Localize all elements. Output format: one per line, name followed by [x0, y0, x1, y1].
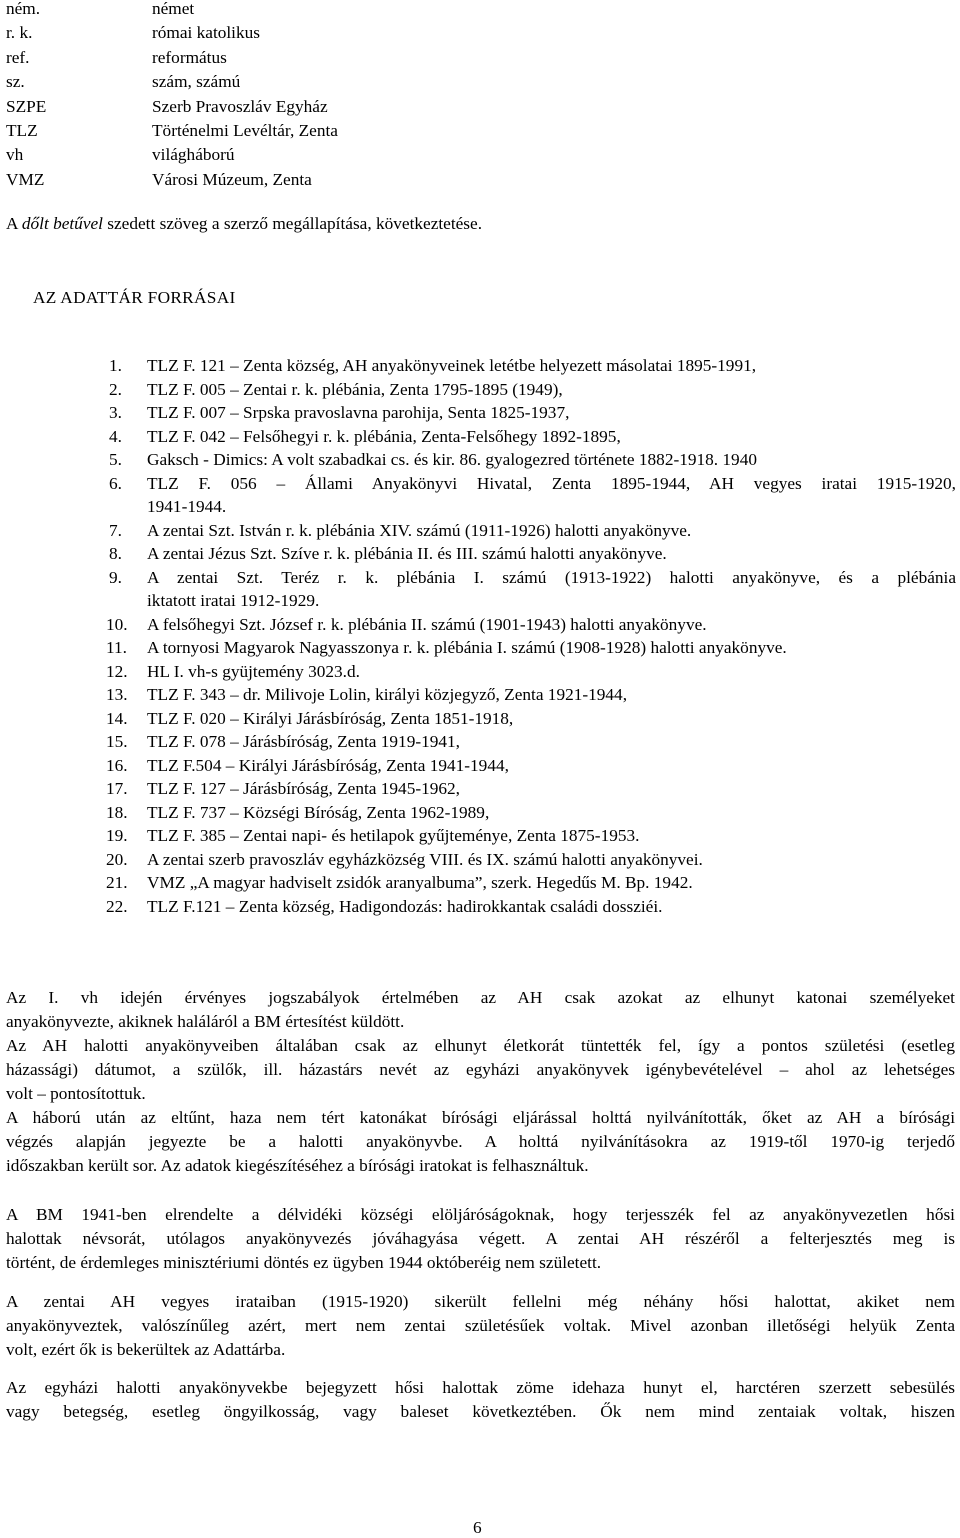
abbreviation-key: VMZ — [6, 169, 45, 189]
abbreviation-value: világháború — [152, 145, 235, 165]
abbreviation-value: szám, számú — [152, 72, 241, 92]
source-text: TLZ F. 385 – Zentai napi- és hetilapok gyűjteménye, Zenta 1875-1953. — [147, 826, 640, 845]
paragraph — [6, 1290, 955, 1362]
source-text: TLZ F. 737 – Községi Bíróság, Zenta 1962-1989, — [147, 802, 490, 822]
source-item — [106, 448, 956, 472]
page-number: 6 — [473, 1518, 482, 1537]
source-number: 1. — [109, 356, 122, 375]
source-item — [106, 519, 956, 543]
abbreviation-row — [6, 70, 606, 94]
source-number: 19. — [106, 826, 128, 845]
source-item — [106, 801, 956, 825]
paragraph-line: Az egyházi halotti anyakönyvekbe bejegyzett hősi halottak zöme idehaza hunyt el, harctéren szerzett sebesülés — [6, 1378, 955, 1397]
source-number: 4. — [109, 426, 122, 446]
source-text: HL I. vh-s gyüjtemény 3023.d. — [147, 661, 360, 681]
abbreviation-row — [6, 143, 606, 167]
abbreviation-value: német — [152, 0, 195, 18]
italic-note — [6, 212, 482, 236]
abbreviation-row — [6, 168, 606, 192]
source-item — [106, 754, 956, 778]
abbreviation-row — [6, 95, 606, 119]
source-number: 6. — [109, 473, 122, 493]
source-number: 8. — [109, 544, 122, 563]
source-item — [106, 660, 956, 684]
source-number: 10. — [106, 614, 128, 634]
source-number: 11. — [106, 638, 127, 657]
source-item — [106, 425, 956, 449]
source-text: TLZ F.504 – Királyi Járásbíróság, Zenta 1941-1944, — [147, 755, 509, 775]
paragraph-line: történt, de érdemleges minisztériumi döntés ez ügyben 1944 októberéig nem született. — [6, 1253, 602, 1272]
source-text: A zentai Szt. István r. k. plébánia XIV. számú (1911-1926) halotti anyakönyve. — [147, 520, 692, 540]
paragraph-line: végzés alapján jegyezte be a halotti anyakönyvbe. A holttá nyilvánításokra az 1919-től 1970-ig terjedő — [6, 1132, 955, 1151]
source-item — [106, 613, 956, 637]
abbreviation-value: római katolikus — [152, 23, 260, 43]
source-text: VMZ „A magyar hadviselt zsidók aranyalbuma”, szerk. Hegedűs M. Bp. 1942. — [147, 873, 693, 892]
source-item — [106, 707, 956, 731]
source-item — [106, 472, 956, 519]
paragraph-line: A zentai AH vegyes irataiban (1915-1920) sikerült fellelni még néhány hősi halottat, akiket nem — [6, 1292, 955, 1311]
source-text: TLZ F. 127 – Járásbíróság, Zenta 1945-1962, — [147, 779, 460, 798]
paragraph-line: házassági) dátumot, a szülők, ill. házastárs nevét az egyházi anyakönyvek igénybevételével – ahol az lehetséges — [6, 1060, 955, 1079]
paragraph — [6, 1376, 955, 1424]
abbreviation-key: vh — [6, 145, 24, 165]
abbreviation-row — [6, 119, 606, 143]
source-item — [106, 824, 956, 848]
source-number: 14. — [106, 708, 128, 728]
paragraph — [6, 986, 955, 1178]
source-item — [106, 683, 956, 707]
source-text: A zentai Jézus Szt. Szíve r. k. plébánia II. és III. számú halotti anyakönyve. — [147, 544, 667, 563]
note-prefix: A — [6, 214, 22, 233]
source-number: 3. — [109, 403, 122, 422]
abbreviation-key: ref. — [6, 47, 30, 67]
abbreviation-value: Szerb Pravoszláv Egyház — [152, 96, 328, 116]
source-text: TLZ F. 056 – Állami Anyakönyvi Hivatal, Zenta 1895-1944, AH vegyes iratai 1915-1920, — [147, 473, 956, 493]
paragraph-line: anyakönyveztek, valószínűleg azért, mert nem zentai születésűek voltak. Mivel azonban illetőségi helyük Zenta — [6, 1316, 955, 1335]
source-text: TLZ F. 121 – Zenta község, AH anyakönyveinek letétbe helyezett másolatai 1895-1991, — [147, 356, 757, 375]
paragraph-line: volt, ezért ők is bekerültek az Adattárba. — [6, 1340, 286, 1359]
source-text: A zentai Szt. Teréz r. k. plébánia I. számú (1913-1922) halotti anyakönyve, és a plébánia — [147, 567, 956, 587]
source-number: 18. — [106, 802, 128, 822]
source-text: TLZ F. 007 – Srpska pravoslavna parohija, Senta 1825-1937, — [147, 403, 570, 422]
source-number: 20. — [106, 849, 128, 869]
paragraph-line: volt – pontosítottuk. — [6, 1084, 146, 1103]
abbreviation-row — [6, 46, 606, 70]
paragraph-line: időszakban került sor. Az adatok kiegészítéséhez a bírósági iratokat is felhasználtuk. — [6, 1156, 589, 1175]
source-item — [106, 848, 956, 872]
abbreviation-key: SZPE — [6, 96, 47, 116]
paragraph-line: anyakönyvezte, akiknek haláláról a BM értesítést küldött. — [6, 1012, 405, 1031]
source-text: TLZ F.121 – Zenta község, Hadigondozás: hadirokkantak családi dossziéi. — [147, 896, 663, 916]
source-number: 17. — [106, 779, 128, 798]
source-item — [106, 895, 956, 919]
note-suffix: szedett szöveg a szerző megállapítása, következtetése. — [102, 214, 483, 233]
source-number: 21. — [106, 873, 128, 892]
source-text-continued: 1941-1944. — [147, 497, 227, 516]
source-number: 9. — [109, 567, 122, 587]
paragraph-line: halottak névsorát, utólagos anyakönyvezés jóváhagyása végett. A zentai AH részéről a felterjesztés meg is — [6, 1229, 955, 1248]
source-text: TLZ F. 020 – Királyi Járásbíróság, Zenta 1851-1918, — [147, 708, 514, 728]
source-text-continued: iktatott iratai 1912-1929. — [147, 591, 320, 610]
abbreviation-list — [6, 0, 606, 192]
source-item — [106, 354, 956, 378]
source-item — [106, 566, 956, 613]
paragraph-line: Az I. vh idején érvényes jogszabályok értelmében az AH csak azokat az elhunyt katonai személyeket — [6, 988, 955, 1007]
paragraph-line: Az AH halotti anyakönyveiben általában csak az elhunyt életkorát tüntették fel, így a pontos születési (esetleg — [6, 1036, 955, 1055]
abbreviation-value: Történelmi Levéltár, Zenta — [152, 120, 338, 140]
source-number: 16. — [106, 755, 128, 775]
section-heading: AZ ADATTÁR FORRÁSAI — [33, 288, 236, 307]
source-number: 15. — [106, 732, 128, 751]
source-item — [106, 542, 956, 566]
source-text: TLZ F. 343 – dr. Milivoje Lolin, királyi közjegyző, Zenta 1921-1944, — [147, 685, 628, 704]
source-number: 5. — [109, 450, 122, 469]
abbreviation-key: ném. — [6, 0, 41, 18]
abbreviation-key: r. k. — [6, 23, 33, 43]
abbreviation-value: Városi Múzeum, Zenta — [152, 169, 312, 189]
paragraph — [6, 1203, 955, 1275]
source-number: 22. — [106, 896, 128, 916]
abbreviation-key: sz. — [6, 72, 25, 92]
source-item — [106, 777, 956, 801]
source-text: TLZ F. 005 – Zentai r. k. plébánia, Zenta 1795-1895 (1949), — [147, 379, 563, 399]
sources-list — [106, 354, 956, 918]
source-text: TLZ F. 042 – Felsőhegyi r. k. plébánia, Zenta-Felsőhegy 1892-1895, — [147, 426, 621, 446]
abbreviation-value: református — [152, 47, 227, 67]
source-item — [106, 730, 956, 754]
source-text: Gaksch - Dimics: A volt szabadkai cs. és kir. 86. gyalogezred története 1882-1918. 1940 — [147, 450, 757, 469]
source-number: 7. — [109, 520, 122, 540]
source-item — [106, 636, 956, 660]
abbreviation-row — [6, 0, 606, 21]
paragraph-line: A BM 1941-ben elrendelte a délvidéki községi elöljáróságoknak, hogy terjesszék fel az anyakönyvezetlen hősi — [6, 1205, 955, 1224]
note-italic: dőlt betűvel — [21, 214, 103, 233]
source-text: A zentai szerb pravoszláv egyházközség VIII. és IX. számú halotti anyakönyvei. — [147, 849, 703, 869]
source-item — [106, 378, 956, 402]
source-number: 13. — [106, 685, 128, 704]
abbreviation-key: TLZ — [6, 120, 38, 140]
source-number: 2. — [109, 379, 122, 399]
paragraph-line: A háború után az eltűnt, haza nem tért katonákat bírósági eljárással holttá nyilvánították, őket az AH a bírósági — [6, 1108, 955, 1127]
source-text: A tornyosi Magyarok Nagyasszonya r. k. plébánia I. számú (1908-1928) halotti anyakönyve. — [147, 638, 787, 657]
paragraph-line: vagy betegség, esetleg öngyilkosság, vagy baleset következtében. Ők nem mind zentaiak voltak, hiszen — [6, 1402, 955, 1421]
source-text: A felsőhegyi Szt. József r. k. plébánia II. számú (1901-1943) halotti anyakönyve. — [147, 614, 707, 634]
abbreviation-row — [6, 21, 606, 45]
source-number: 12. — [106, 661, 128, 681]
source-text: TLZ F. 078 – Járásbíróság, Zenta 1919-1941, — [147, 732, 460, 751]
source-item — [106, 871, 956, 895]
source-item — [106, 401, 956, 425]
